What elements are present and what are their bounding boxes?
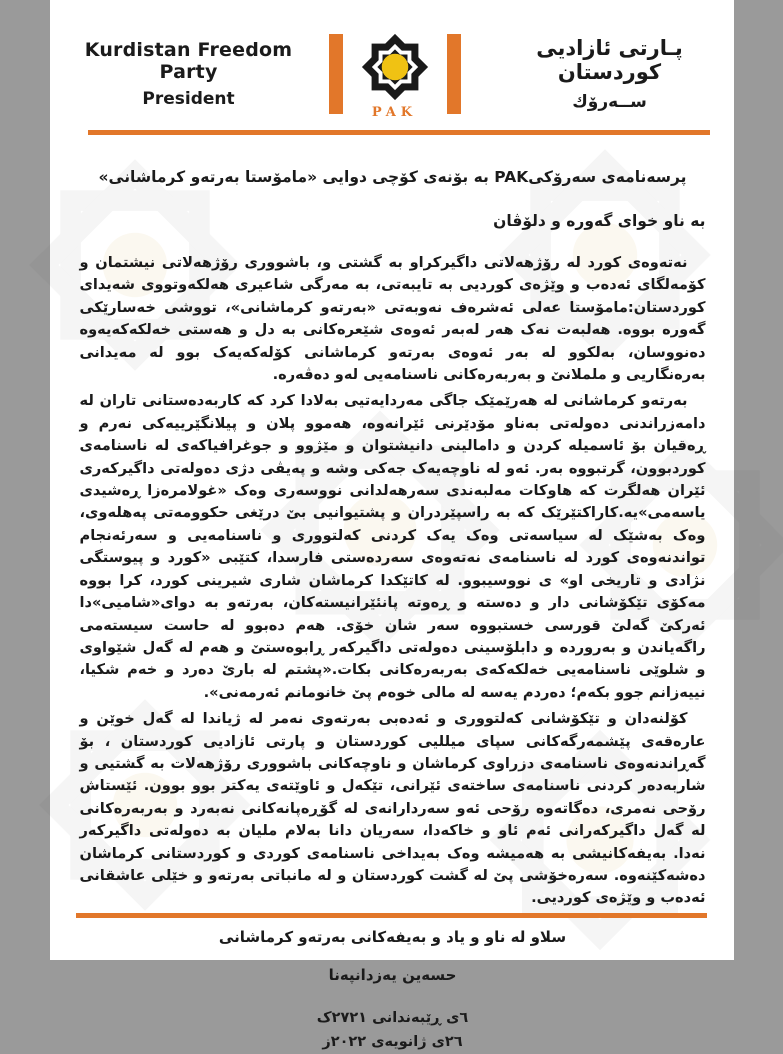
closing-salute-line: سلاو له ناو و یاد و به‌یفه‌کانی به‌رته‌و کرماشانی [80,928,706,946]
signature-name: حسه‌ین یه‌زدانپه‌نا [80,966,706,984]
paragraph-1: نه‌ته‌وه‌ی کورد له رۆژهه‌لاتی داگیرکراو به گشتی و، باشووری رۆژهه‌لاتی نیشتمان و کۆمه‌لگای ئه‌ده‌ب و وێژه‌ی کوردیی به تایبه‌تی، به مه‌رگی شاعیری هه‌لکه‌وتووی شه‌یدای کوردستان:مامۆستا عه‌لی ئه‌شره‌ف نه‌وبه‌تی «به‌رته‌و کرماشانی»، تووشی خه‌سارێکی گه‌وره بووه. هه‌لبه‌ت نه‌ک هه‌ر له‌به‌ر ئه‌وه‌ی شێعره‌کانی به دل و هه‌ستی خه‌لکه‌که‌یه‌وه ده‌نووسان، به‌لکوو له به‌ر ئه‌وه‌ی به‌رته‌و کرماشانی کۆله‌که‌یه‌ک بوو له مه‌یدانی به‌ره‌نگاریی و ململانێ و به‌ربه‌ره‌کانی ناسنامه‌یی له‌و ده‌ڤه‌ره. [80,252,706,386]
letter-page [50,0,734,960]
paragraph-2: به‌رته‌و کرماشانی له هه‌رێمێک جاگی مه‌ردایه‌تیی به‌لادا کرد که کاربه‌ده‌ستانی تاران له دامه‌زراندنی ده‌وله‌تی به‌ناو مۆدێرنی ئێرانه‌وه، هه‌موو پلان و پیلانگێرییه‌کی نه‌رم و ڕه‌قیان بۆ ئاسمیله کردن و دامالینی دانیشتوان و مێژوو و جوغرافیاکه‌ی له ناسنامه‌ی کوردبوون، گرتبووه به‌ر. ئه‌و له ناوچه‌یه‌ک جه‌کی وشه و په‌یڤی دژی ده‌وله‌تی داگیرکه‌ری ئێران هه‌لگرت که هاوکات مه‌لبه‌ندی سه‌رهه‌لدانی نووسه‌ری وه‌ک «غولامرەزا ڕەشیدی یاسه‌می»یه.کاراکتێرێک که به راسپێردران و پشتیوانیی بێ درێغی حکوومه‌تی په‌هله‌وی، وه‌ک به‌شێک له سیاسه‌تی وه‌ک یه‌ک کردنی که‌لتووری و ناسنامه‌یی و سه‌رئه‌نجام تواندنه‌وه‌ی کورد له ناسنامه‌ی نه‌ته‌وه‌ی سه‌رده‌ستی فارسدا، کتێبی «کورد و پیوستگی نژادی و تاریخی او» ی نووسیبوو. له کاتێکدا کرماشان شاری شیرینی کورد، کرا بووه مه‌کۆی تێکۆشانی دار و ده‌سته و ڕه‌وته پانئێرانیسته‌کان، به‌رته‌و به دوای«شامیی»دا ئه‌رکێ گه‌لێ قورسی خستبووه سه‌ر شان خۆی. هه‌م ده‌بوو له حاست سیسته‌می راگه‌یاندن و به‌رورده و دابلۆسینی ده‌وله‌تی داگیرکه‌ر ڕابوه‌ستێ و هه‌م له گه‌ل شێواوی و شلوێی ناسنامه‌یی خه‌لکه‌که‌ی به‌ربه‌ره‌کانی بکات.«پشتم له بارێ ده‌رد و خه‌م شکیا، نییه‌زانم جوو بکه‌م؛ ده‌ردم یه‌سه له مالی خوه‌م پێ خانومانم ئه‌رمه‌نی». [80,390,706,704]
org-name-english [50,39,310,109]
org-title-ku: ســەرۆك [486,92,734,112]
star-sun-icon [353,28,437,106]
org-name-kurdish [480,36,734,112]
date-kurdish-calendar: ٦ی ڕێبه‌ندانی ٢٧٢١ک [80,1006,706,1030]
footer-divider [76,913,707,918]
letterhead [50,26,734,122]
date-gregorian-calendar: ٢٦ی ژانویه‌ی ٢٠٢٢ز [80,1030,706,1054]
logo-left-bar-icon [329,34,343,114]
logo-right-bar-icon [447,34,461,114]
header-divider [88,130,710,135]
letter-body [80,168,706,1054]
org-name-en-line1: Kurdistan Freedom Party [68,39,310,83]
letter-title: پرسه‌نامه‌ی سه‌رۆکیPAK به بۆنه‌ی کۆچی دوایی «مامۆستا به‌رته‌و کرماشانی» [80,168,706,186]
salutation-line: به ناو خوای گه‌وره و دلۆڤان [80,212,706,230]
logo-pak-label: PAK [353,105,437,120]
pak-star-emblem-icon [353,28,437,120]
org-name-ku-line1: پـارتی ئازادیی کوردستان [486,36,734,84]
date-block [80,1006,706,1054]
pak-logo [310,28,480,120]
paragraph-3: کۆلنه‌دان و تێکۆشانی که‌لتووری و ئه‌ده‌بی به‌رته‌وی نه‌مر له ژیاندا له گه‌ل خوێن و عاره‌قه‌ی پێشمه‌رگه‌کانی سپای میللیی کوردستان و پارتی ئازادیی کوردستان ، بۆ گه‌ڕاندنه‌وه‌ی ناسنامه‌ی دزراوی کرماشان و ناوچه‌کانی باشووری رۆژهه‌لات به گشتیی و شاربه‌ده‌ر کردنی ناسنامه‌ی ساخته‌ی ئێرانی، تێکه‌ل و ئاوێته‌ی یه‌کتر بوو بوون. ئێستاش رۆحی نه‌مری، ده‌گاته‌وه رۆحی ئه‌و سه‌ردارانه‌ی له گۆڕه‌پانه‌کانی نه‌به‌رد و به‌ربه‌ره‌کانی له گه‌ل داگیرکه‌رانی ئه‌م ئاو و خاکه‌دا، سه‌ریان دانا به‌لام ملیان به ده‌وله‌تی داگیرکه‌ر نه‌دا. به‌یفه‌کانیشی به هه‌میشه وه‌ک به‌یداخی ناسنامه‌ی کوردی و کوردستانی کرماشان ده‌شه‌کێنه‌وه. سه‌ره‌خۆشی پێ له گشت کوردستان و له مانباتی به‌رته‌و و خێلی عاشقانی ئه‌ده‌ب و وێژه‌ی کوردیی. [80,708,706,910]
org-title-en: President [68,89,310,109]
